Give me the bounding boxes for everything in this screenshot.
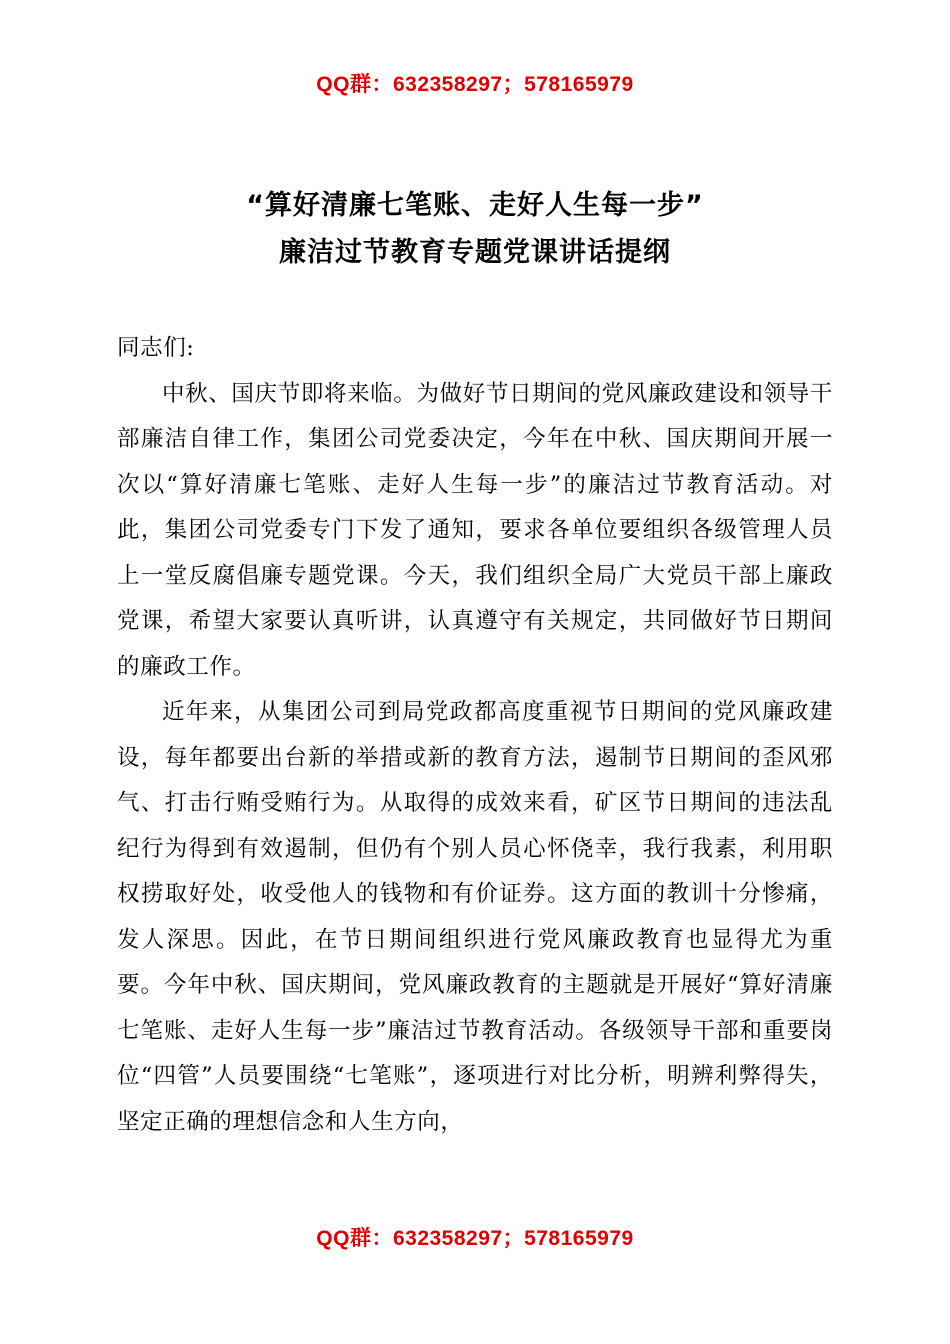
paragraph-1: 中秋、国庆节即将来临。为做好节日期间的党风廉政建设和领导干部廉洁自律工作，集团公司党委决定，今年在中秋、国庆期间开展一次以“算好清廉七笔账、走好人生每一步”的廉洁过节教育活动。对此，集团公司党委专门下发了通知，要求各单位要组织各级管理人员上一堂反腐倡廉专题党课。今天，我们组织全局广大党员干部上廉政党课，希望大家要认真听讲，认真遵守有关规定，共同做好节日期间的廉政工作。 bbox=[117, 380, 833, 680]
document-title-line-2: 廉洁过节教育专题党课讲话提纲 bbox=[279, 237, 671, 268]
document-title-line-1: “算好清廉七笔账、走好人生每一步” bbox=[246, 190, 704, 221]
document-body bbox=[117, 326, 833, 1145]
qq-group-footer: QQ群：632358297；578165979 bbox=[316, 1227, 634, 1250]
qq-group-header: QQ群：632358297；578165979 bbox=[316, 73, 634, 96]
paragraph-2: 近年来，从集团公司到局党政都高度重视节日期间的党风廉政建设，每年都要出台新的举措或新的教育方法，遏制节日期间的歪风邪气、打击行贿受贿行为。从取得的成效来看，矿区节日期间的违法乱纪行为得到有效遏制，但仍有个别人员心怀侥幸，我行我素，利用职权捞取好处，收受他人的钱物和有价证券。这方面的教训十分惨痛，发人深思。因此，在节日期间组织进行党风廉政教育也显得尤为重要。今年中秋、国庆期间，党风廉政教育的主题就是开展好“算好清廉七笔账、走好人生每一步”廉洁过节教育活动。各级领导干部和重要岗位“四管”人员要围绕“七笔账”，逐项进行对比分析，明辨利弊得失，坚定正确的理想信念和人生方向， bbox=[117, 699, 833, 1135]
salutation: 同志们: bbox=[117, 335, 195, 361]
